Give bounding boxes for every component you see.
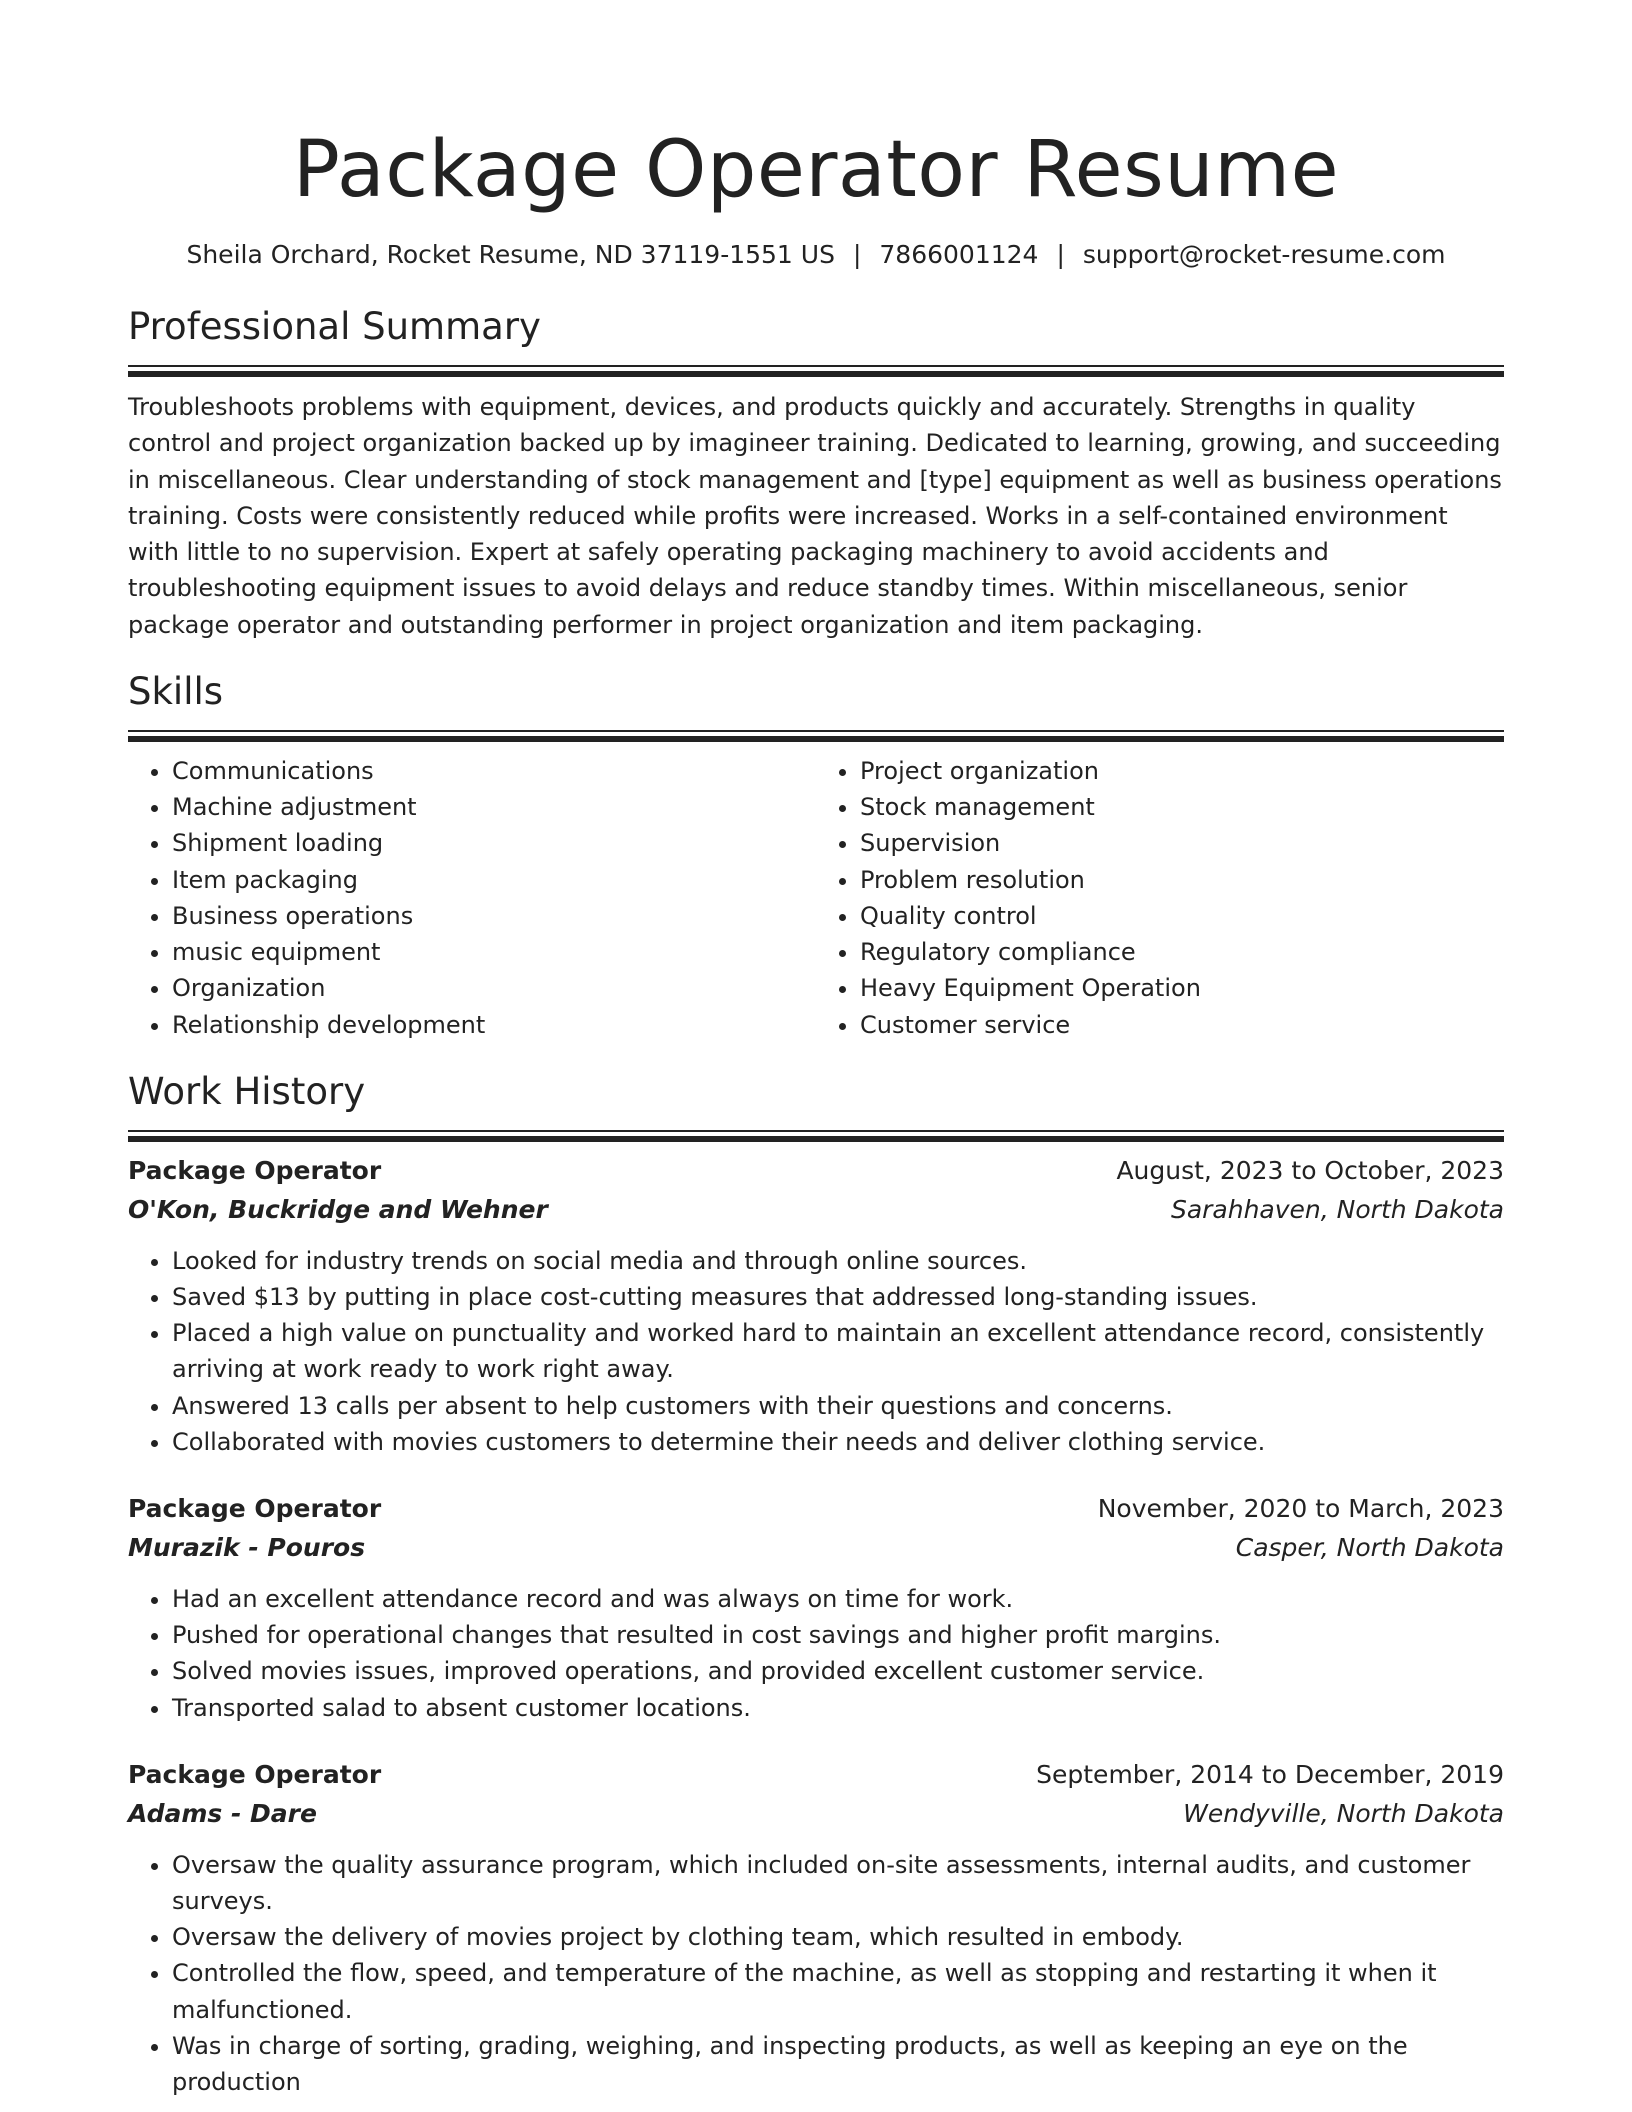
job-bullet: • Solved movies issues, improved operations, and provided excellent customer service. bbox=[172, 1653, 1504, 1689]
job-title: Package Operator bbox=[128, 1155, 382, 1185]
section-divider bbox=[128, 730, 1504, 740]
skill-item: • Machine adjustment bbox=[172, 789, 816, 825]
summary-text: Troubleshoots problems with equipment, devices, and products quickly and accurately. Strengths in quality control and project organization backed up by imagineer training. Dedicated to learning, growing, and succeeding in miscellaneous. Clear understanding of stock management and [type] equipment as well as business operations training. Costs were consistently reduced while profits were increased. Works in a self-contained environment with little to no supervision. Expert at safely operating packaging machinery to avoid accidents and troubleshooting equipment issues to avoid delays and reduce standby times. Within miscellaneous, senior package operator and outstanding performer in project organization and item packaging. bbox=[128, 393, 1502, 639]
skill-item: • Item packaging bbox=[172, 862, 816, 898]
contact-phone: 7866001124 bbox=[879, 240, 1039, 269]
job-company: Adams - Dare bbox=[128, 1798, 317, 1828]
skill-item: • Quality control bbox=[860, 898, 1504, 934]
contact-separator: | bbox=[852, 240, 862, 269]
skill-item: • Relationship development bbox=[172, 1007, 816, 1043]
job-bullet: • Saved $13 by putting in place cost-cutting measures that addressed long-standing issues. bbox=[172, 1279, 1504, 1315]
skills-column-right bbox=[816, 753, 1504, 1043]
job-bullet: • Pushed for operational changes that resulted in cost savings and higher profit margins. bbox=[172, 1617, 1504, 1653]
skill-item: • Supervision bbox=[860, 825, 1504, 861]
section-heading-work-history: Work History bbox=[128, 1069, 366, 1113]
job-bullet: • Collaborated with movies customers to determine their needs and deliver clothing service. bbox=[172, 1424, 1504, 1460]
contact-line bbox=[128, 238, 1504, 272]
skill-item: • Customer service bbox=[860, 1007, 1504, 1043]
section-heading-summary: Professional Summary bbox=[128, 305, 541, 348]
job-title: Package Operator bbox=[128, 1759, 382, 1789]
job-company: Murazik - Pouros bbox=[128, 1532, 366, 1562]
skill-item: • Heavy Equipment Operation bbox=[860, 970, 1504, 1006]
skills-column-left bbox=[128, 753, 816, 1043]
job-company: O'Kon, Buckridge and Wehner bbox=[128, 1194, 548, 1224]
job-subheader bbox=[128, 1191, 1504, 1229]
skill-item: • Business operations bbox=[172, 898, 816, 934]
job-entry bbox=[128, 1756, 1504, 2100]
resume-title: Package Operator Resume bbox=[292, 125, 1340, 215]
job-entry bbox=[128, 1490, 1504, 1726]
job-title: Package Operator bbox=[128, 1493, 382, 1523]
skill-item: • Organization bbox=[172, 970, 816, 1006]
job-bullets bbox=[128, 1847, 1504, 2100]
job-bullets bbox=[128, 1243, 1504, 1460]
job-header bbox=[128, 1756, 1504, 1794]
skill-item: • Problem resolution bbox=[860, 862, 1504, 898]
job-location: Casper, North Dakota bbox=[1235, 1532, 1504, 1562]
skill-item: • Regulatory compliance bbox=[860, 934, 1504, 970]
job-header bbox=[128, 1152, 1504, 1190]
skill-item: • Project organization bbox=[860, 753, 1504, 789]
job-bullet: • Was in charge of sorting, grading, weighing, and inspecting products, as well as keeping an eye on the production bbox=[172, 2028, 1504, 2100]
job-entry bbox=[128, 1152, 1504, 1460]
skills-list bbox=[128, 753, 1504, 1043]
job-dates: September, 2014 to December, 2019 bbox=[1036, 1759, 1504, 1789]
contact-separator: | bbox=[1056, 240, 1065, 269]
skill-item: • Stock management bbox=[860, 789, 1504, 825]
job-location: Wendyville, North Dakota bbox=[1183, 1798, 1504, 1828]
job-bullets bbox=[128, 1581, 1504, 1726]
section-heading-skills: Skills bbox=[128, 670, 224, 714]
job-bullet: • Placed a high value on punctuality and worked hard to maintain an excellent attendance record, consistently arriving at work ready to work right away. bbox=[172, 1315, 1504, 1387]
job-subheader bbox=[128, 1529, 1504, 1567]
job-bullet: • Answered 13 calls per absent to help customers with their questions and concerns. bbox=[172, 1388, 1504, 1424]
job-location: Sarahhaven, North Dakota bbox=[1170, 1194, 1504, 1224]
skill-item: • music equipment bbox=[172, 934, 816, 970]
job-header bbox=[128, 1490, 1504, 1528]
job-bullet: • Looked for industry trends on social media and through online sources. bbox=[172, 1243, 1504, 1279]
contact-address: Sheila Orchard, Rocket Resume, ND 37119-1551 US bbox=[186, 240, 835, 269]
job-dates: November, 2020 to March, 2023 bbox=[1097, 1493, 1504, 1523]
job-bullet: • Oversaw the delivery of movies project by clothing team, which resulted in embody. bbox=[172, 1919, 1504, 1955]
job-dates: August, 2023 to October, 2023 bbox=[1116, 1155, 1504, 1185]
skill-item: • Shipment loading bbox=[172, 825, 816, 861]
skill-item: • Communications bbox=[172, 753, 816, 789]
section-divider bbox=[128, 365, 1504, 375]
section-divider bbox=[128, 1130, 1504, 1140]
job-subheader bbox=[128, 1795, 1504, 1833]
contact-email: support@rocket-resume.com bbox=[1082, 240, 1446, 269]
job-bullet: • Had an excellent attendance record and was always on time for work. bbox=[172, 1581, 1504, 1617]
job-bullet: • Controlled the flow, speed, and temperature of the machine, as well as stopping and restarting it when it malfunctioned. bbox=[172, 1955, 1504, 2027]
job-bullet: • Transported salad to absent customer locations. bbox=[172, 1690, 1504, 1726]
job-bullet: • Oversaw the quality assurance program, which included on-site assessments, internal audits, and customer surveys. bbox=[172, 1847, 1504, 1919]
